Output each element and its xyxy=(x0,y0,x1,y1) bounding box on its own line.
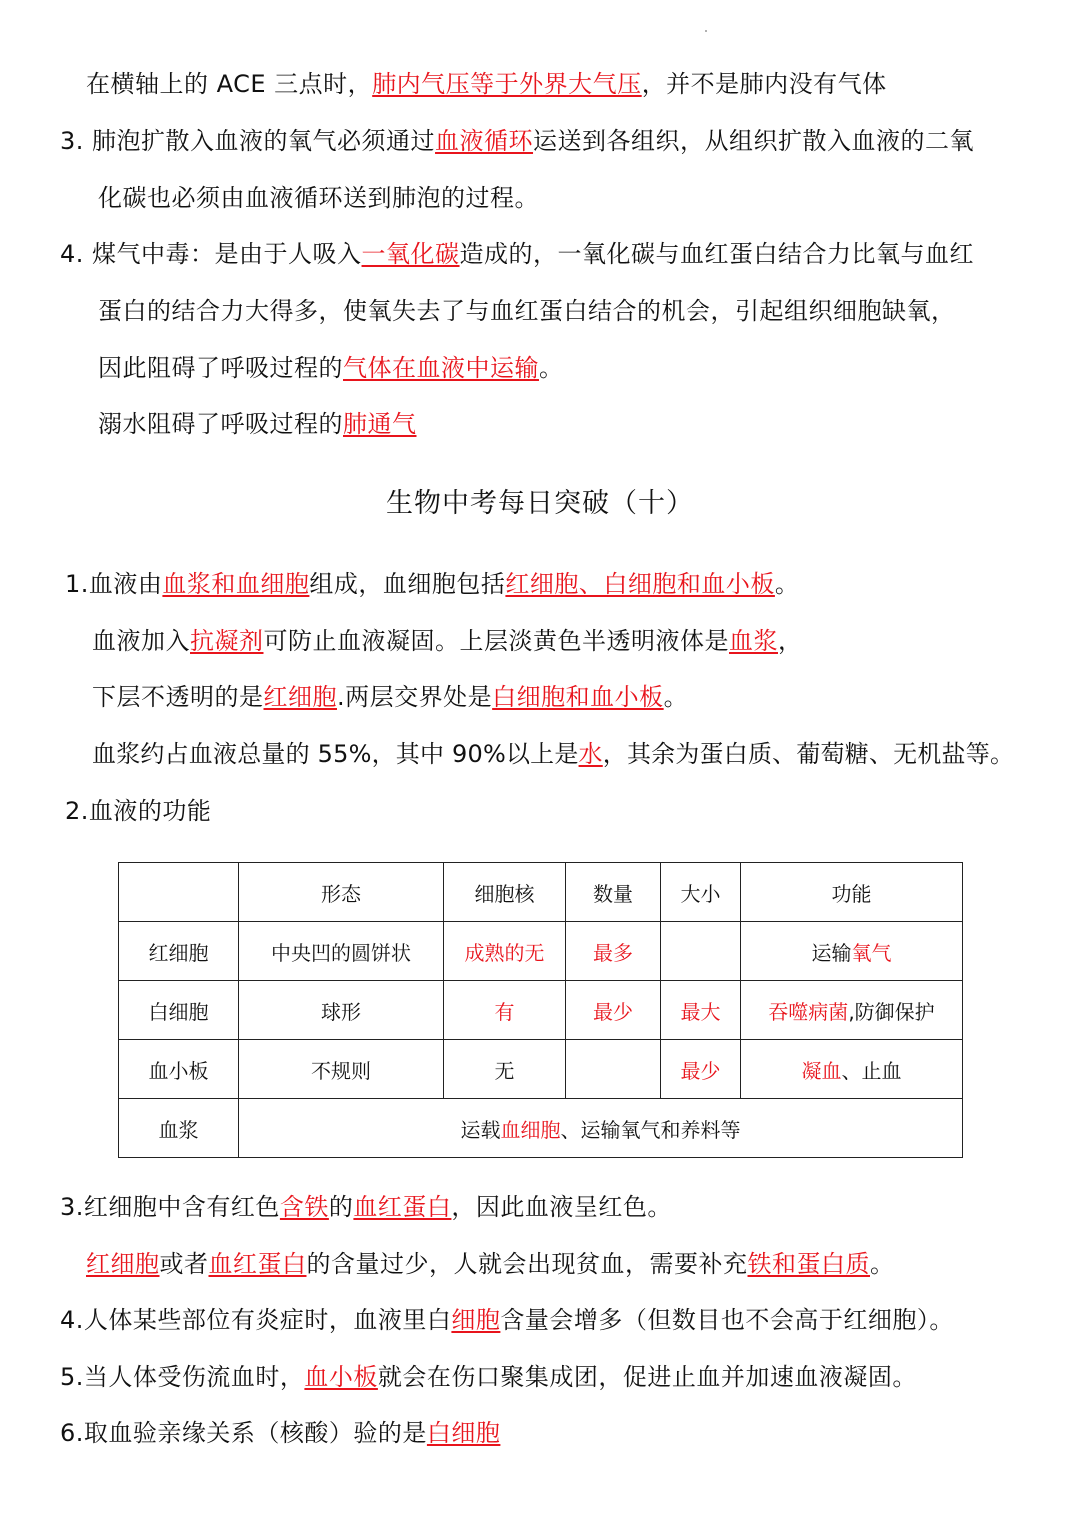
cell-shape: 球形 xyxy=(239,981,444,1040)
s3-line-2: 红细胞或者血红蛋白的含量过少，人就会出现贫血，需要补充铁和蛋白质。 xyxy=(86,1250,895,1278)
s1-line-3: 下层不透明的是红细胞.两层交界处是白细胞和血小板。 xyxy=(92,683,689,711)
row-label: 红细胞 xyxy=(119,922,239,981)
table-row-plasma xyxy=(119,1099,963,1158)
cell-size xyxy=(661,922,741,981)
text-line-ace: 在横轴上的 ACE 三点时，肺内气压等于外界大气压，并不是肺内没有气体 xyxy=(86,70,887,98)
cell-shape: 中央凹的圆饼状 xyxy=(239,922,444,981)
s1-line-4: 血浆约占血液总量的 55%，其中 90%以上是水，其余为蛋白质、葡萄糖、无机盐等。 xyxy=(92,740,1015,768)
row-label: 白细胞 xyxy=(119,981,239,1040)
s2-title: 2.血液的功能 xyxy=(65,797,212,825)
section-title: 生物中考每日突破（十） xyxy=(386,488,694,519)
blood-function-table xyxy=(118,862,963,1158)
item-3-circulation-cont: 化碳也必须由血液循环送到肺泡的过程。 xyxy=(98,184,539,212)
header-cell: 大小 xyxy=(661,863,741,922)
cell-shape: 不规则 xyxy=(239,1040,444,1099)
table-row-rbc xyxy=(119,922,963,981)
s6-line: 6.取血验亲缘关系（核酸）验的是白细胞 xyxy=(60,1419,501,1447)
s1-line-1: 1.血液由血浆和血细胞组成，血细胞包括红细胞、白细胞和血小板。 xyxy=(65,570,800,598)
item-4-drowning: 溺水阻碍了呼吸过程的肺通气 xyxy=(98,410,417,438)
cell-count xyxy=(566,1040,661,1099)
table-header-row xyxy=(119,863,963,922)
header-cell: 功能 xyxy=(741,863,963,922)
cell-function: 运输氧气 xyxy=(741,922,963,981)
cell-function: 凝血、止血 xyxy=(741,1040,963,1099)
s3-line-1: 3.红细胞中含有红色含铁的血红蛋白，因此血液呈红色。 xyxy=(60,1193,672,1221)
cell-size: 最大 xyxy=(661,981,741,1040)
cell-nucleus: 成熟的无 xyxy=(444,922,566,981)
item-3-circulation: 3. 肺泡扩散入血液的氧气必须通过血液循环运送到各组织，从组织扩散入血液的二氧 xyxy=(60,127,975,155)
cell-count: 最多 xyxy=(566,922,661,981)
table-row-wbc xyxy=(119,981,963,1040)
header-cell: 形态 xyxy=(239,863,444,922)
s4-line: 4.人体某些部位有炎症时，血液里白细胞含量会增多（但数目也不会高于红细胞）。 xyxy=(60,1306,954,1334)
s1-line-2: 血液加入抗凝剂可防止血液凝固。上层淡黄色半透明液体是血浆， xyxy=(92,627,803,655)
row-label: 血浆 xyxy=(119,1099,239,1158)
cell-nucleus: 有 xyxy=(444,981,566,1040)
cell-size: 最少 xyxy=(661,1040,741,1099)
header-cell: 数量 xyxy=(566,863,661,922)
scan-speck xyxy=(705,30,707,32)
header-cell: 细胞核 xyxy=(444,863,566,922)
s5-line: 5.当人体受伤流血时，血小板就会在伤口聚集成团，促进止血并加速血液凝固。 xyxy=(60,1363,917,1391)
item-4-cont-2: 因此阻碍了呼吸过程的气体在血液中运输。 xyxy=(98,354,564,382)
cell-nucleus: 无 xyxy=(444,1040,566,1099)
cell-function: 吞噬病菌,防御保护 xyxy=(741,981,963,1040)
table-row-platelet xyxy=(119,1040,963,1099)
cell-plasma-function: 运载血细胞、运输氧气和养料等 xyxy=(239,1099,963,1158)
header-cell xyxy=(119,863,239,922)
row-label: 血小板 xyxy=(119,1040,239,1099)
item-4-gas-poisoning: 4. 煤气中毒：是由于人吸入一氧化碳造成的，一氧化碳与血红蛋白结合力比氧与血红 xyxy=(60,240,975,268)
cell-count: 最少 xyxy=(566,981,661,1040)
item-4-cont-1: 蛋白的结合力大得多，使氧失去了与血红蛋白结合的机会，引起组织细胞缺氧， xyxy=(98,297,956,325)
